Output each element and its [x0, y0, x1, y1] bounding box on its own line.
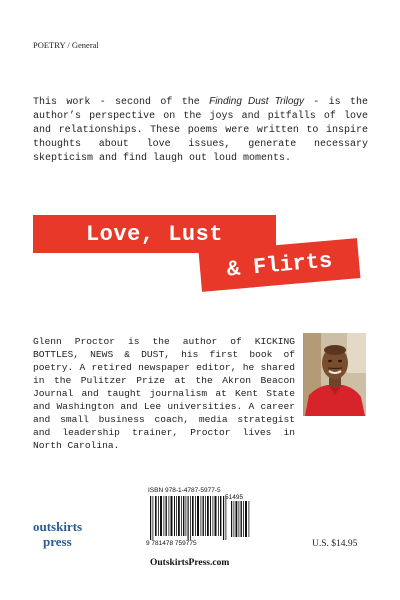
blurb-intro: This work - second of the [33, 97, 210, 108]
retail-price: U.S. $14.95 [312, 539, 358, 549]
logo-text-outskirts: outskirts [33, 519, 83, 534]
barcode-digits: 9 781478 759775 [146, 540, 197, 547]
outskirts-press-logo [33, 518, 88, 552]
title-banner-line2: & Flirts [199, 238, 361, 292]
category-label: POETRY / General [33, 40, 99, 50]
author-portrait-image [303, 333, 366, 416]
author-photo [303, 333, 366, 416]
book-blurb [33, 95, 368, 166]
title-banner-line1: Love, Lust [33, 215, 276, 253]
barcode-price-code: 51495 [225, 494, 244, 501]
series-title: Finding Dust Trilogy [209, 96, 304, 107]
blurb-rest: - is the author’s perspective on the joys and pitfalls of love and relationships. These poems were written to inspire thoughts about love issues, generate necessary skepticism and find laugh out loud moments. [33, 97, 369, 164]
isbn-number: ISBN 978-1-4787-5977-5 [148, 487, 221, 494]
publisher-logo [33, 518, 88, 552]
logo-text-press: press [43, 534, 72, 549]
publisher-website: OutskirtsPress.com [150, 558, 230, 568]
author-bio: Glenn Proctor is the author of KICKING BOTTLES, NEWS & DUST, his first book of poetry. A retired newspaper editor, he shared in the Pulitzer Prize at the Akron Beacon Journal and taught journalism at Kent State and Washington and Lee universities. A career and small business coach, media strategist and leadership trainer, Proctor lives in North Carolina. [33, 336, 295, 451]
